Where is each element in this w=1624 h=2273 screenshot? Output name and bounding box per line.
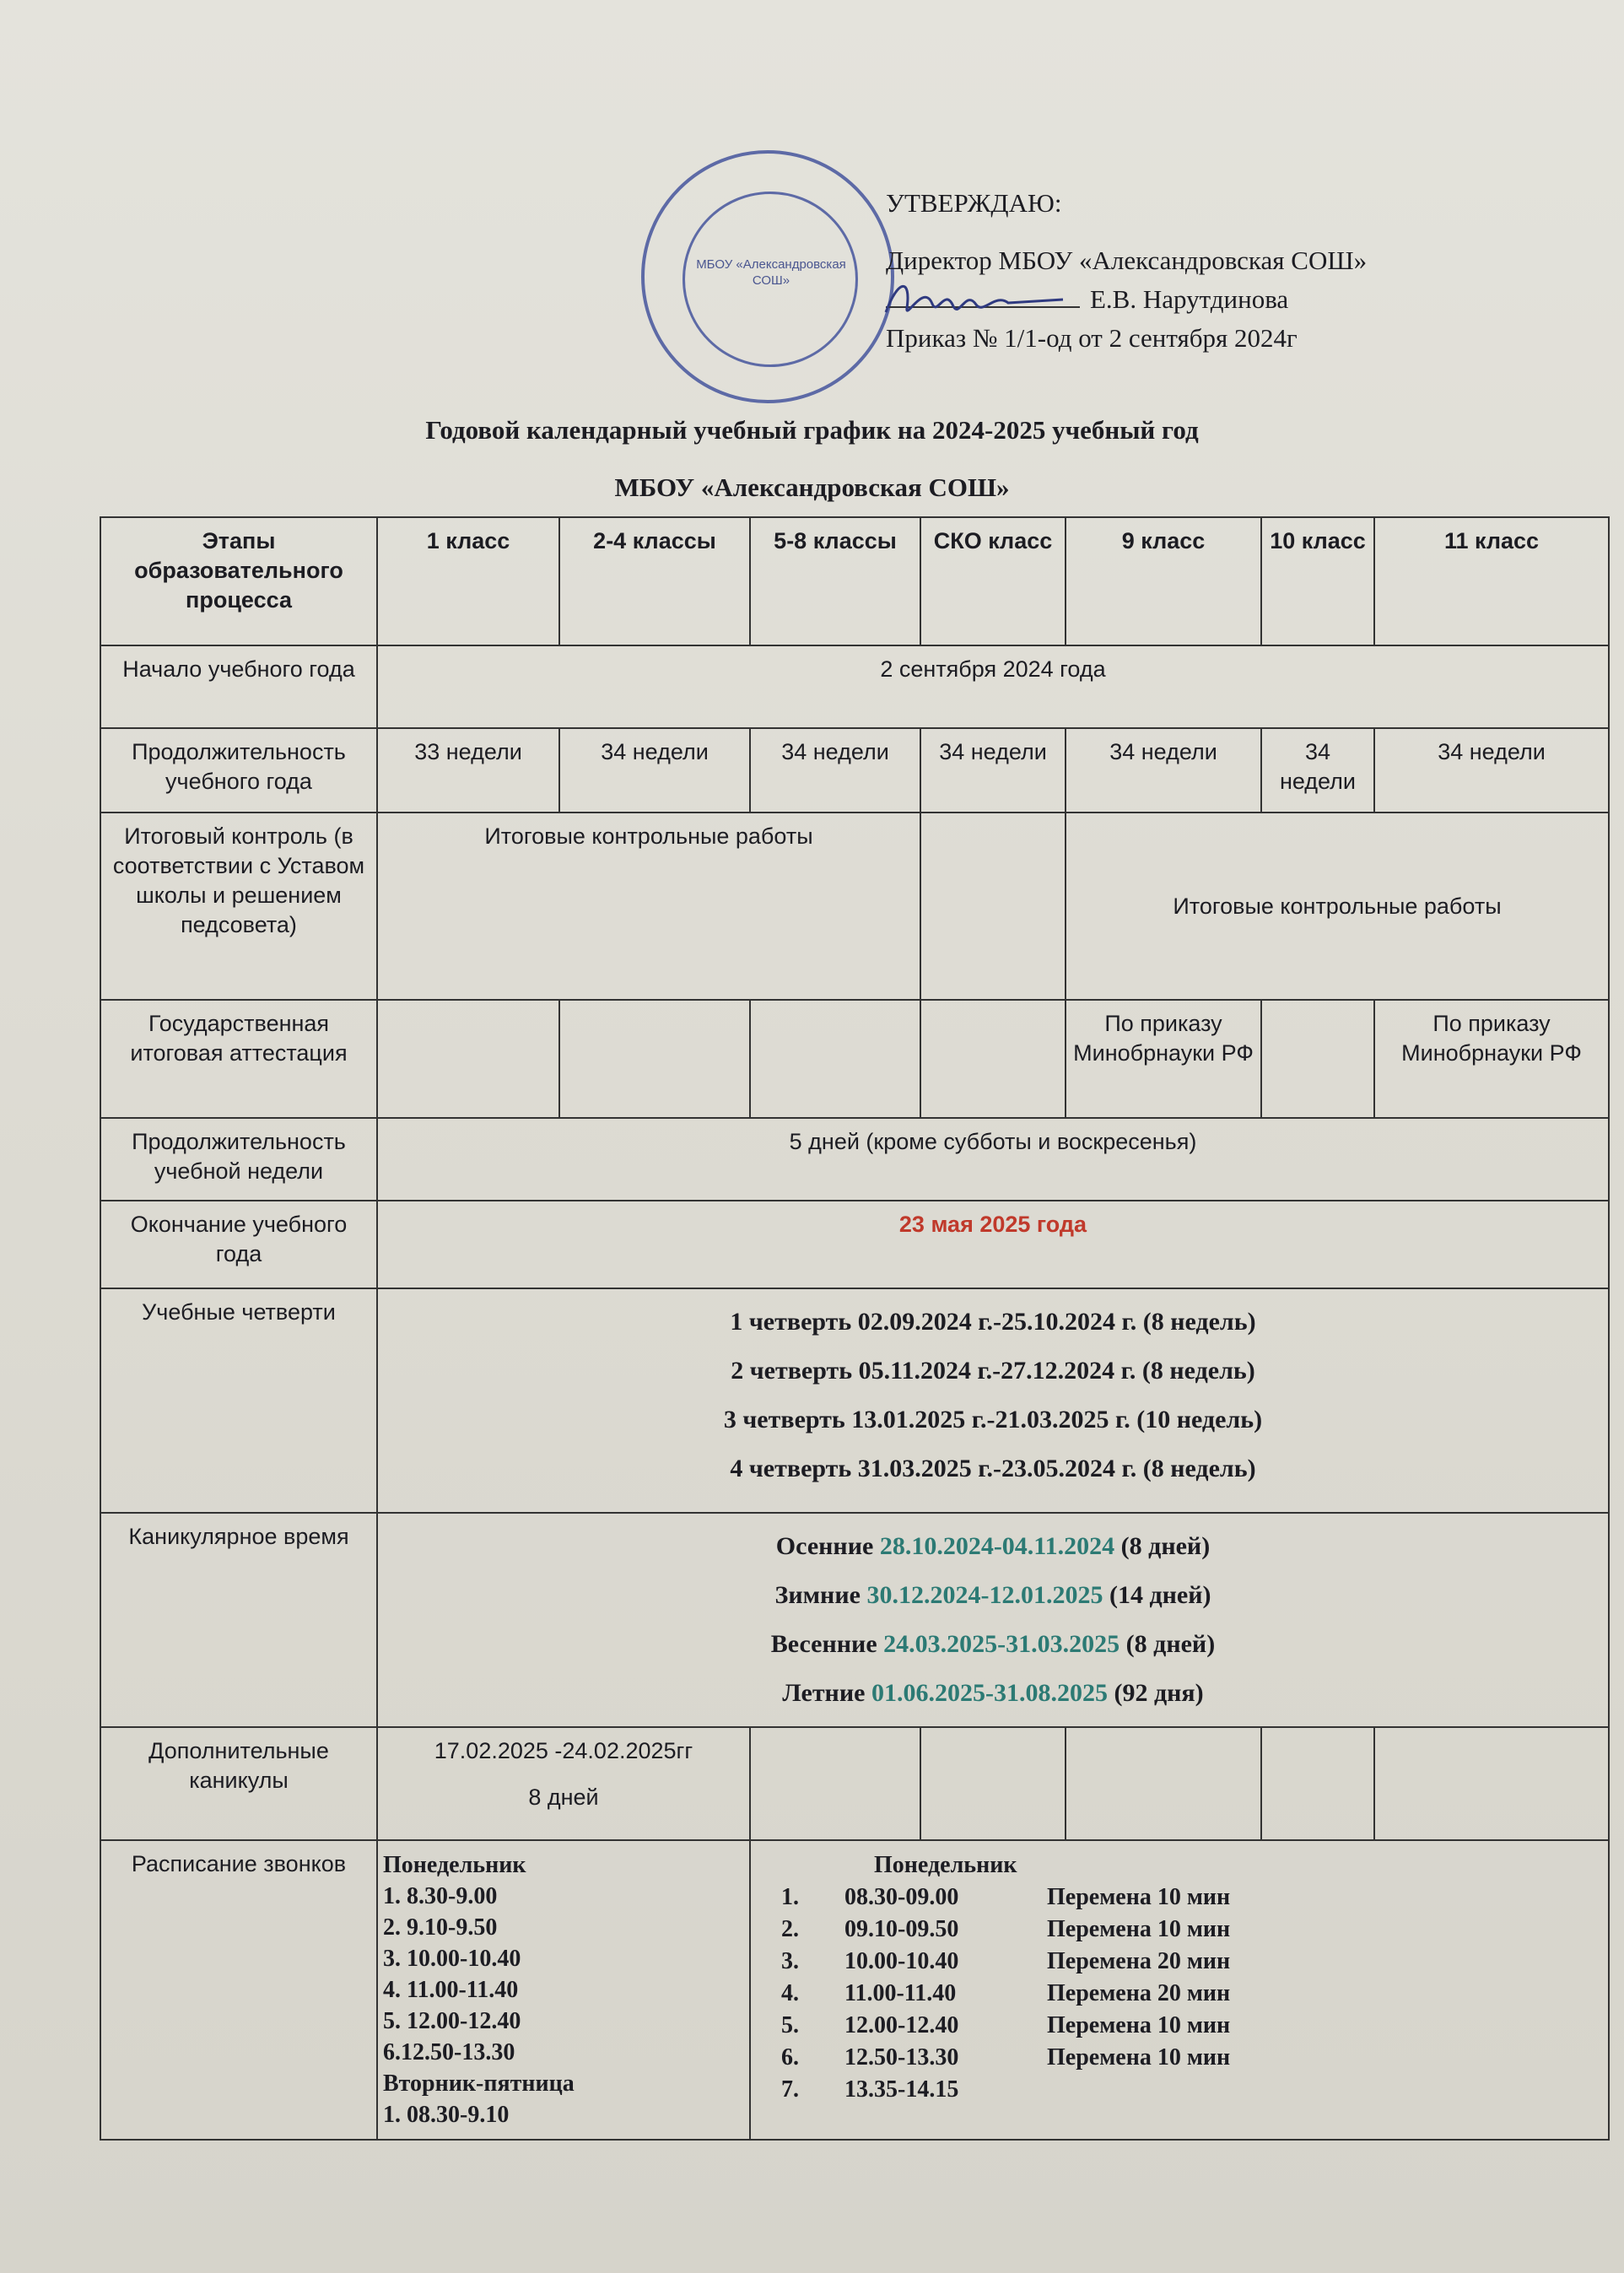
bell-time: 08.30-09.00 [844,1884,959,1910]
bells-grade-1 [377,1840,750,2140]
bells-row-3 [756,1946,1603,1978]
bells-row-7 [756,2074,1603,2106]
row-bells [100,1840,1609,2140]
header-grade-9: 9 класс [1066,517,1261,645]
header-grade-10: 10 класс [1261,517,1374,645]
quarter-1: 1 четверть 02.09.2024 г.-25.10.2024 г. (8 недель) [730,1308,1256,1336]
vacation-summer [383,1669,1603,1718]
vacation-name: Летние [782,1679,866,1707]
bells-item: 5. 12.00-12.40 [383,2008,521,2034]
gia-grade-9: По приказу Минобрнауки РФ [1066,1000,1261,1118]
school-seal [641,150,894,403]
row-start [100,645,1609,728]
bell-pause: Перемена 10 мин [1047,2044,1231,2071]
gia-empty-3 [750,1000,920,1118]
vacation-dates: 30.12.2024-12.01.2025 [866,1581,1103,1609]
seal-text: МБОУ «Александровская СОШ» [696,257,846,288]
label-vacations: Каникулярное время [100,1513,377,1727]
bell-number: 2. [781,1916,799,1942]
bells-row-1 [756,1882,1603,1914]
bell-number: 5. [781,2012,799,2038]
label-extra: Дополнительные каникулы [100,1727,377,1840]
bell-pause: Перемена 20 мин [1047,1948,1231,1974]
vacation-length: (92 дня) [1114,1679,1204,1707]
label-week: Продолжительность учебной недели [100,1118,377,1201]
bell-time: 12.50-13.30 [844,2044,959,2071]
approval-director: Директор МБОУ «Александровская СОШ» [886,246,1368,275]
label-quarters: Учебные четверти [100,1288,377,1513]
vacation-dates: 01.06.2025-31.08.2025 [871,1679,1108,1707]
vacation-name: Осенние [775,1532,874,1560]
schedule-table [100,516,1610,2141]
duration-grade-2-4: 34 недели [559,728,750,813]
label-duration: Продолжительность учебного года [100,728,377,813]
extra-empty-5 [1374,1727,1609,1840]
gia-empty-2 [559,1000,750,1118]
extra-empty-1 [750,1727,920,1840]
extra-days: 8 дней [528,1784,599,1810]
bell-number: 3. [781,1948,799,1974]
bells-row-5 [756,2010,1603,2042]
bells-day-tue-fri: Вторник-пятница [383,2071,575,2097]
bell-pause: Перемена 20 мин [1047,1980,1231,2006]
duration-grade-1: 33 недели [377,728,559,813]
bell-time: 09.10-09.50 [844,1916,959,1942]
header-grade-11: 11 класс [1374,517,1609,645]
duration-grade-11: 34 недели [1374,728,1609,813]
vacation-dates: 24.03.2025-31.03.2025 [883,1630,1120,1658]
row-vacations [100,1513,1609,1727]
vacation-dates: 28.10.2024-04.11.2024 [879,1532,1115,1560]
header-grade-2-4: 2-4 классы [559,517,750,645]
gia-empty-1 [377,1000,559,1118]
quarter-2: 2 четверть 05.11.2024 г.-27.12.2024 г. (8 недель) [731,1357,1255,1385]
vacation-autumn [383,1522,1603,1571]
bell-number: 7. [781,2076,799,2103]
label-control: Итоговый контроль (в соответствии с Уставом школы и решением педсовета) [100,813,377,1000]
value-start: 2 сентября 2024 года [377,645,1609,728]
bells-row-6 [756,2042,1603,2074]
bell-time: 11.00-11.40 [844,1980,957,2006]
bells-item: 1. 08.30-9.10 [383,2102,510,2128]
row-gia [100,1000,1609,1118]
duration-grade-10: 34 недели [1261,728,1374,813]
vacation-winter [383,1571,1603,1620]
bells-other-grades [750,1840,1609,2140]
gia-grade-11: По приказу Минобрнауки РФ [1374,1000,1609,1118]
extra-empty-4 [1261,1727,1374,1840]
bell-number: 4. [781,1980,799,2006]
duration-grade-5-8: 34 недели [750,728,920,813]
gia-empty-4 [920,1000,1066,1118]
bells-item: 6.12.50-13.30 [383,2039,515,2065]
vacation-length: (8 дней) [1125,1630,1216,1658]
duration-sko: 34 недели [920,728,1066,813]
vacation-length: (8 дней) [1120,1532,1211,1560]
row-end [100,1201,1609,1288]
bells-item: 1. 8.30-9.00 [383,1883,498,1909]
header-grade-1: 1 класс [377,517,559,645]
document-title: Годовой календарный учебный график на 2024-2025 учебный год [425,415,1199,445]
bells-row-4 [756,1978,1603,2010]
label-start: Начало учебного года [100,645,377,728]
label-end: Окончание учебного года [100,1201,377,1288]
bell-time: 13.35-14.15 [844,2076,959,2103]
vacation-spring [383,1620,1603,1669]
bell-number: 1. [781,1884,799,1910]
header-sko: СКО класс [920,517,1066,645]
control-right: Итоговые контрольные работы [1066,813,1609,1000]
bells-item: 3. 10.00-10.40 [383,1946,521,1972]
extra-grade-1 [377,1727,750,1840]
quarter-3: 3 четверть 13.01.2025 г.-21.03.2025 г. (10 недель) [723,1406,1263,1433]
bells-day-monday: Понедельник [383,1852,526,1878]
director-signature [882,274,1067,325]
bells-item: 2. 9.10-9.50 [383,1914,498,1941]
bells-right-day: Понедельник [874,1852,1017,1878]
approval-name: Е.В. Нарутдинова [1090,284,1289,314]
extra-dates: 17.02.2025 -24.02.2025гг [434,1738,693,1763]
bell-pause: Перемена 10 мин [1047,1916,1231,1942]
bell-pause: Перемена 10 мин [1047,1884,1231,1910]
control-sko-empty [920,813,1066,1000]
bells-item: 4. 11.00-11.40 [383,1977,519,2003]
header-row [100,517,1609,645]
approval-block [886,184,1493,358]
vacations-list [377,1513,1609,1727]
value-end: 23 мая 2025 года [377,1201,1609,1288]
row-week [100,1118,1609,1201]
bell-time: 12.00-12.40 [844,2012,959,2038]
extra-empty-2 [920,1727,1066,1840]
gia-empty-5 [1261,1000,1374,1118]
row-control [100,813,1609,1000]
vacation-length: (14 дней) [1109,1581,1211,1609]
label-gia: Государственная итоговая аттестация [100,1000,377,1118]
bell-number: 6. [781,2044,799,2071]
value-week: 5 дней (кроме субботы и воскресенья) [377,1118,1609,1201]
bell-time: 10.00-10.40 [844,1948,959,1974]
duration-grade-9: 34 недели [1066,728,1261,813]
bell-pause: Перемена 10 мин [1047,2012,1231,2038]
quarters-list [377,1288,1609,1513]
label-bells: Расписание звонков [100,1840,377,2140]
quarter-4: 4 четверть 31.03.2025 г.-23.05.2024 г. (8 недель) [730,1455,1256,1482]
extra-empty-3 [1066,1727,1261,1840]
row-extra [100,1727,1609,1840]
vacation-name: Весенние [770,1630,877,1658]
approval-order: Приказ № 1/1-од от 2 сентября 2024г [886,323,1298,353]
header-grade-5-8: 5-8 классы [750,517,920,645]
row-duration [100,728,1609,813]
approval-title: УТВЕРЖДАЮ: [886,188,1062,218]
header-stages: Этапы образовательного процесса [100,517,377,645]
row-quarters [100,1288,1609,1513]
document-school: МБОУ «Александровская СОШ» [614,472,1010,502]
control-left: Итоговые контрольные работы [377,813,920,1000]
bells-row-2 [756,1914,1603,1946]
vacation-name: Зимние [774,1581,861,1609]
